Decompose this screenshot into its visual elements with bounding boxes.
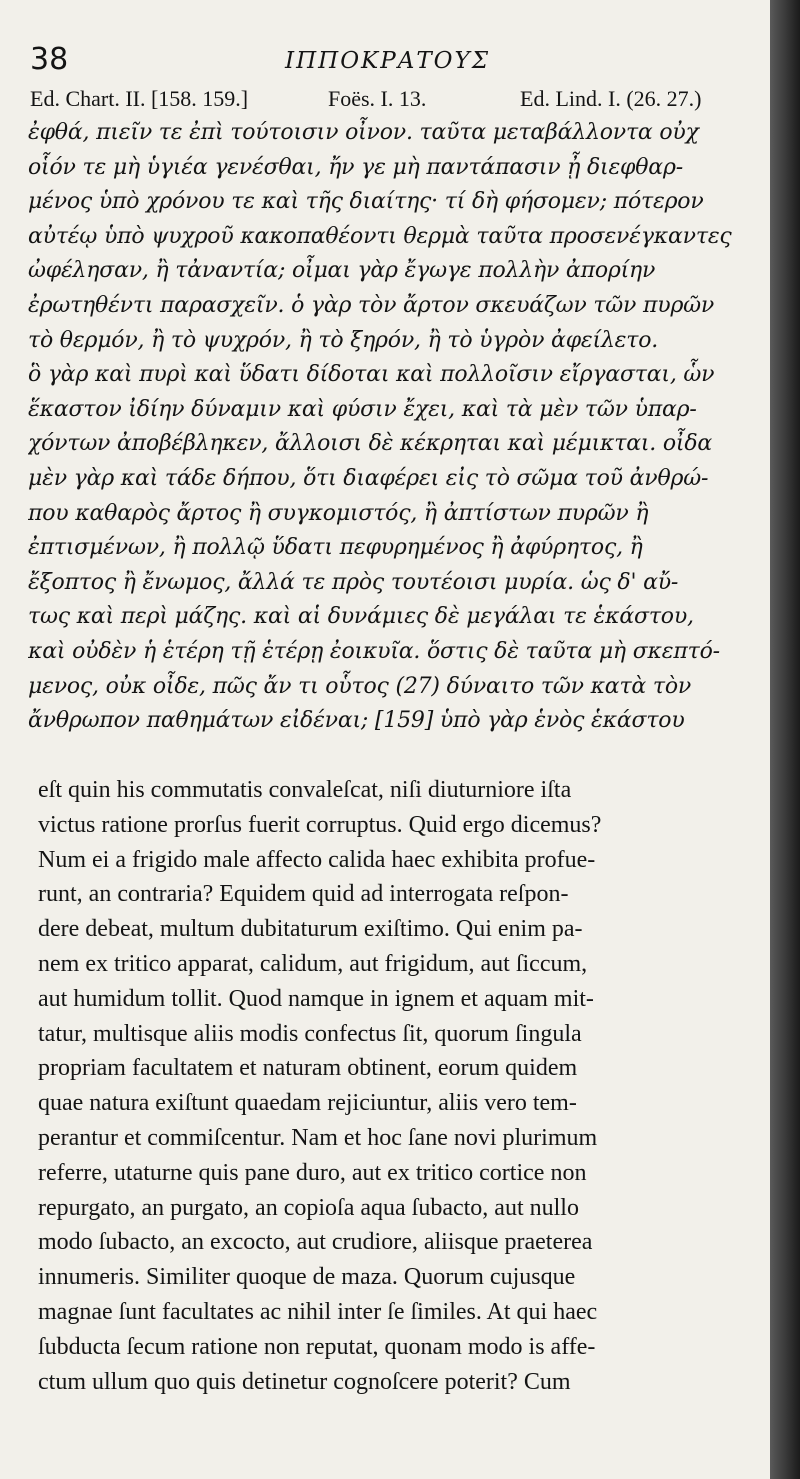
latin-line: aut humidum tollit. Quod namque in ignem et aquam mit- bbox=[38, 985, 594, 1012]
greek-line: τως καὶ περὶ μάζης. καὶ αἱ δυνάμιες δὲ μεγάλαι τε ἑκάστου, bbox=[28, 604, 694, 630]
latin-line: perantur et commiſcentur. Nam et hoc ſane novi plurimum bbox=[38, 1124, 598, 1151]
greek-line: χόντων ἀποβέβληκεν, ἄλλοισι δὲ κέκρηται καὶ μέμικται. οἶδα bbox=[28, 431, 713, 457]
greek-line: μένος ὑπὸ χρόνου τε καὶ τῆς διαίτης· τί δὴ φήσομεν; πότερον bbox=[28, 189, 704, 215]
running-title: ΙΠΠΟΚΡΑΤΟΥΣ bbox=[285, 48, 490, 74]
page-header bbox=[30, 42, 760, 82]
greek-line: ὃ γὰρ καὶ πυρὶ καὶ ὕδατι δίδοται καὶ πολλοῖσιν εἴργασται, ὧν bbox=[28, 362, 715, 388]
greek-line: ἔξοπτος ἢ ἔνωμος, ἄλλά τε πρὸς τουτέοισι μυρία. ὡς δ' αὔ- bbox=[28, 569, 679, 595]
greek-text-block bbox=[28, 116, 773, 739]
latin-line: modo ſubacto, an excocto, aut crudiore, aliisque praeterea bbox=[38, 1229, 593, 1256]
latin-line: repurgato, an purgato, an copioſa aqua ſubacto, aut nullo bbox=[38, 1194, 579, 1221]
greek-line: ἐρωτηθέντι παρασχεῖν. ὁ γὰρ τὸν ἄρτον σκευάζων τῶν πυρῶν bbox=[28, 292, 715, 318]
page-number: 38 bbox=[30, 42, 69, 77]
latin-line: Num ei a frigido male affecto calida haec exhibita profue- bbox=[38, 846, 596, 873]
latin-text-block bbox=[38, 773, 773, 1399]
greek-line: ἐφθά, πιεῖν τε ἐπὶ τούτοισιν οἶνον. ταῦτα μεταβάλλοντα οὐχ bbox=[28, 120, 699, 145]
greek-line: ἄνθρωπον παθημάτων εἰδέναι; [159] ὑπὸ γὰρ ἑνὸς ἑκάστου bbox=[28, 708, 685, 734]
page-edge-shadow bbox=[770, 0, 800, 1479]
greek-line: οἷόν τε μὴ ὑγιέα γενέσθαι, ἤν γε μὴ παντάπασιν ᾖ διεφθαρ- bbox=[28, 154, 683, 180]
greek-line: ὠφέλησαν, ἢ τἀναντία; οἶμαι γὰρ ἔγωγε πολλὴν ἀπορίην bbox=[28, 258, 656, 284]
latin-line: tatur, multisque aliis modis confectus ſit, quorum ſingula bbox=[38, 1020, 582, 1047]
edition-references bbox=[30, 86, 770, 118]
greek-line: ἕκαστον ἰδίην δύναμιν καὶ φύσιν ἔχει, καὶ τὰ μὲν τῶν ὑπαρ- bbox=[28, 396, 697, 422]
latin-line: propriam facultatem et naturam obtinent, eorum quidem bbox=[38, 1055, 578, 1082]
latin-line: dere debeat, multum dubitaturum exiſtimo. Qui enim pa- bbox=[38, 916, 583, 943]
greek-line: ἐπτισμένων, ἢ πολλῷ ὕδατι πεφυρημένος ἢ ἀφύρητος, ἢ bbox=[28, 535, 643, 561]
latin-line: ctum ullum quo quis detinetur cognoſcere poterit? Cum bbox=[38, 1368, 571, 1395]
latin-line: runt, an contraria? Equidem quid ad interrogata reſpon- bbox=[38, 881, 569, 908]
greek-line: τὸ θερμόν, ἢ τὸ ψυχρόν, ἢ τὸ ξηρόν, ἢ τὸ ὑγρὸν ἀφείλετο. bbox=[28, 327, 659, 353]
greek-line: μὲν γὰρ καὶ τάδε δήπου, ὅτι διαφέρει εἰς τὸ σῶμα τοῦ ἀνθρώ- bbox=[28, 465, 709, 491]
ref-ed-chart: Ed. Chart. II. [158. 159.] bbox=[30, 86, 249, 111]
greek-line: μενος, οὐκ οἶδε, πῶς ἄν τι οὗτος (27) δύναιτο τῶν κατὰ τὸν bbox=[28, 673, 692, 699]
latin-line: victus ratione prorſus fuerit corruptus. Quid ergo dicemus? bbox=[38, 811, 602, 838]
latin-line: ſubducta ſecum ratione non reputat, quonam modo is affe- bbox=[38, 1333, 596, 1360]
latin-line: magnae ſunt facultates ac nihil inter ſe ſimiles. At qui haec bbox=[38, 1298, 598, 1325]
latin-line: nem ex tritico apparat, calidum, aut frigidum, aut ſiccum, bbox=[38, 950, 588, 977]
greek-line: καὶ οὐδὲν ἡ ἑτέρη τῇ ἑτέρῃ ἐοικυῖα. ὅστις δὲ ταῦτα μὴ σκεπτό- bbox=[28, 638, 720, 664]
ref-ed-lind: Ed. Lind. I. (26. 27.) bbox=[520, 86, 702, 111]
greek-line: αὐτέῳ ὑπὸ ψυχροῦ κακοπαθέοντι θερμὰ ταῦτα προσενέγκαντες bbox=[28, 223, 732, 249]
latin-line: innumeris. Similiter quoque de maza. Quorum cujusque bbox=[38, 1264, 576, 1291]
latin-line: eſt quin his commutatis convaleſcat, niſi diuturniore iſta bbox=[38, 777, 572, 803]
ref-foes: Foës. I. 13. bbox=[328, 86, 427, 111]
greek-line: που καθαρὸς ἄρτος ἢ συγκομιστός, ἢ ἀπτίστων πυρῶν ἢ bbox=[28, 500, 649, 526]
latin-line: referre, utaturne quis pane duro, aut ex tritico cortice non bbox=[38, 1159, 587, 1186]
latin-line: quae natura exiſtunt quaedam rejiciuntur, aliis vero tem- bbox=[38, 1090, 577, 1117]
